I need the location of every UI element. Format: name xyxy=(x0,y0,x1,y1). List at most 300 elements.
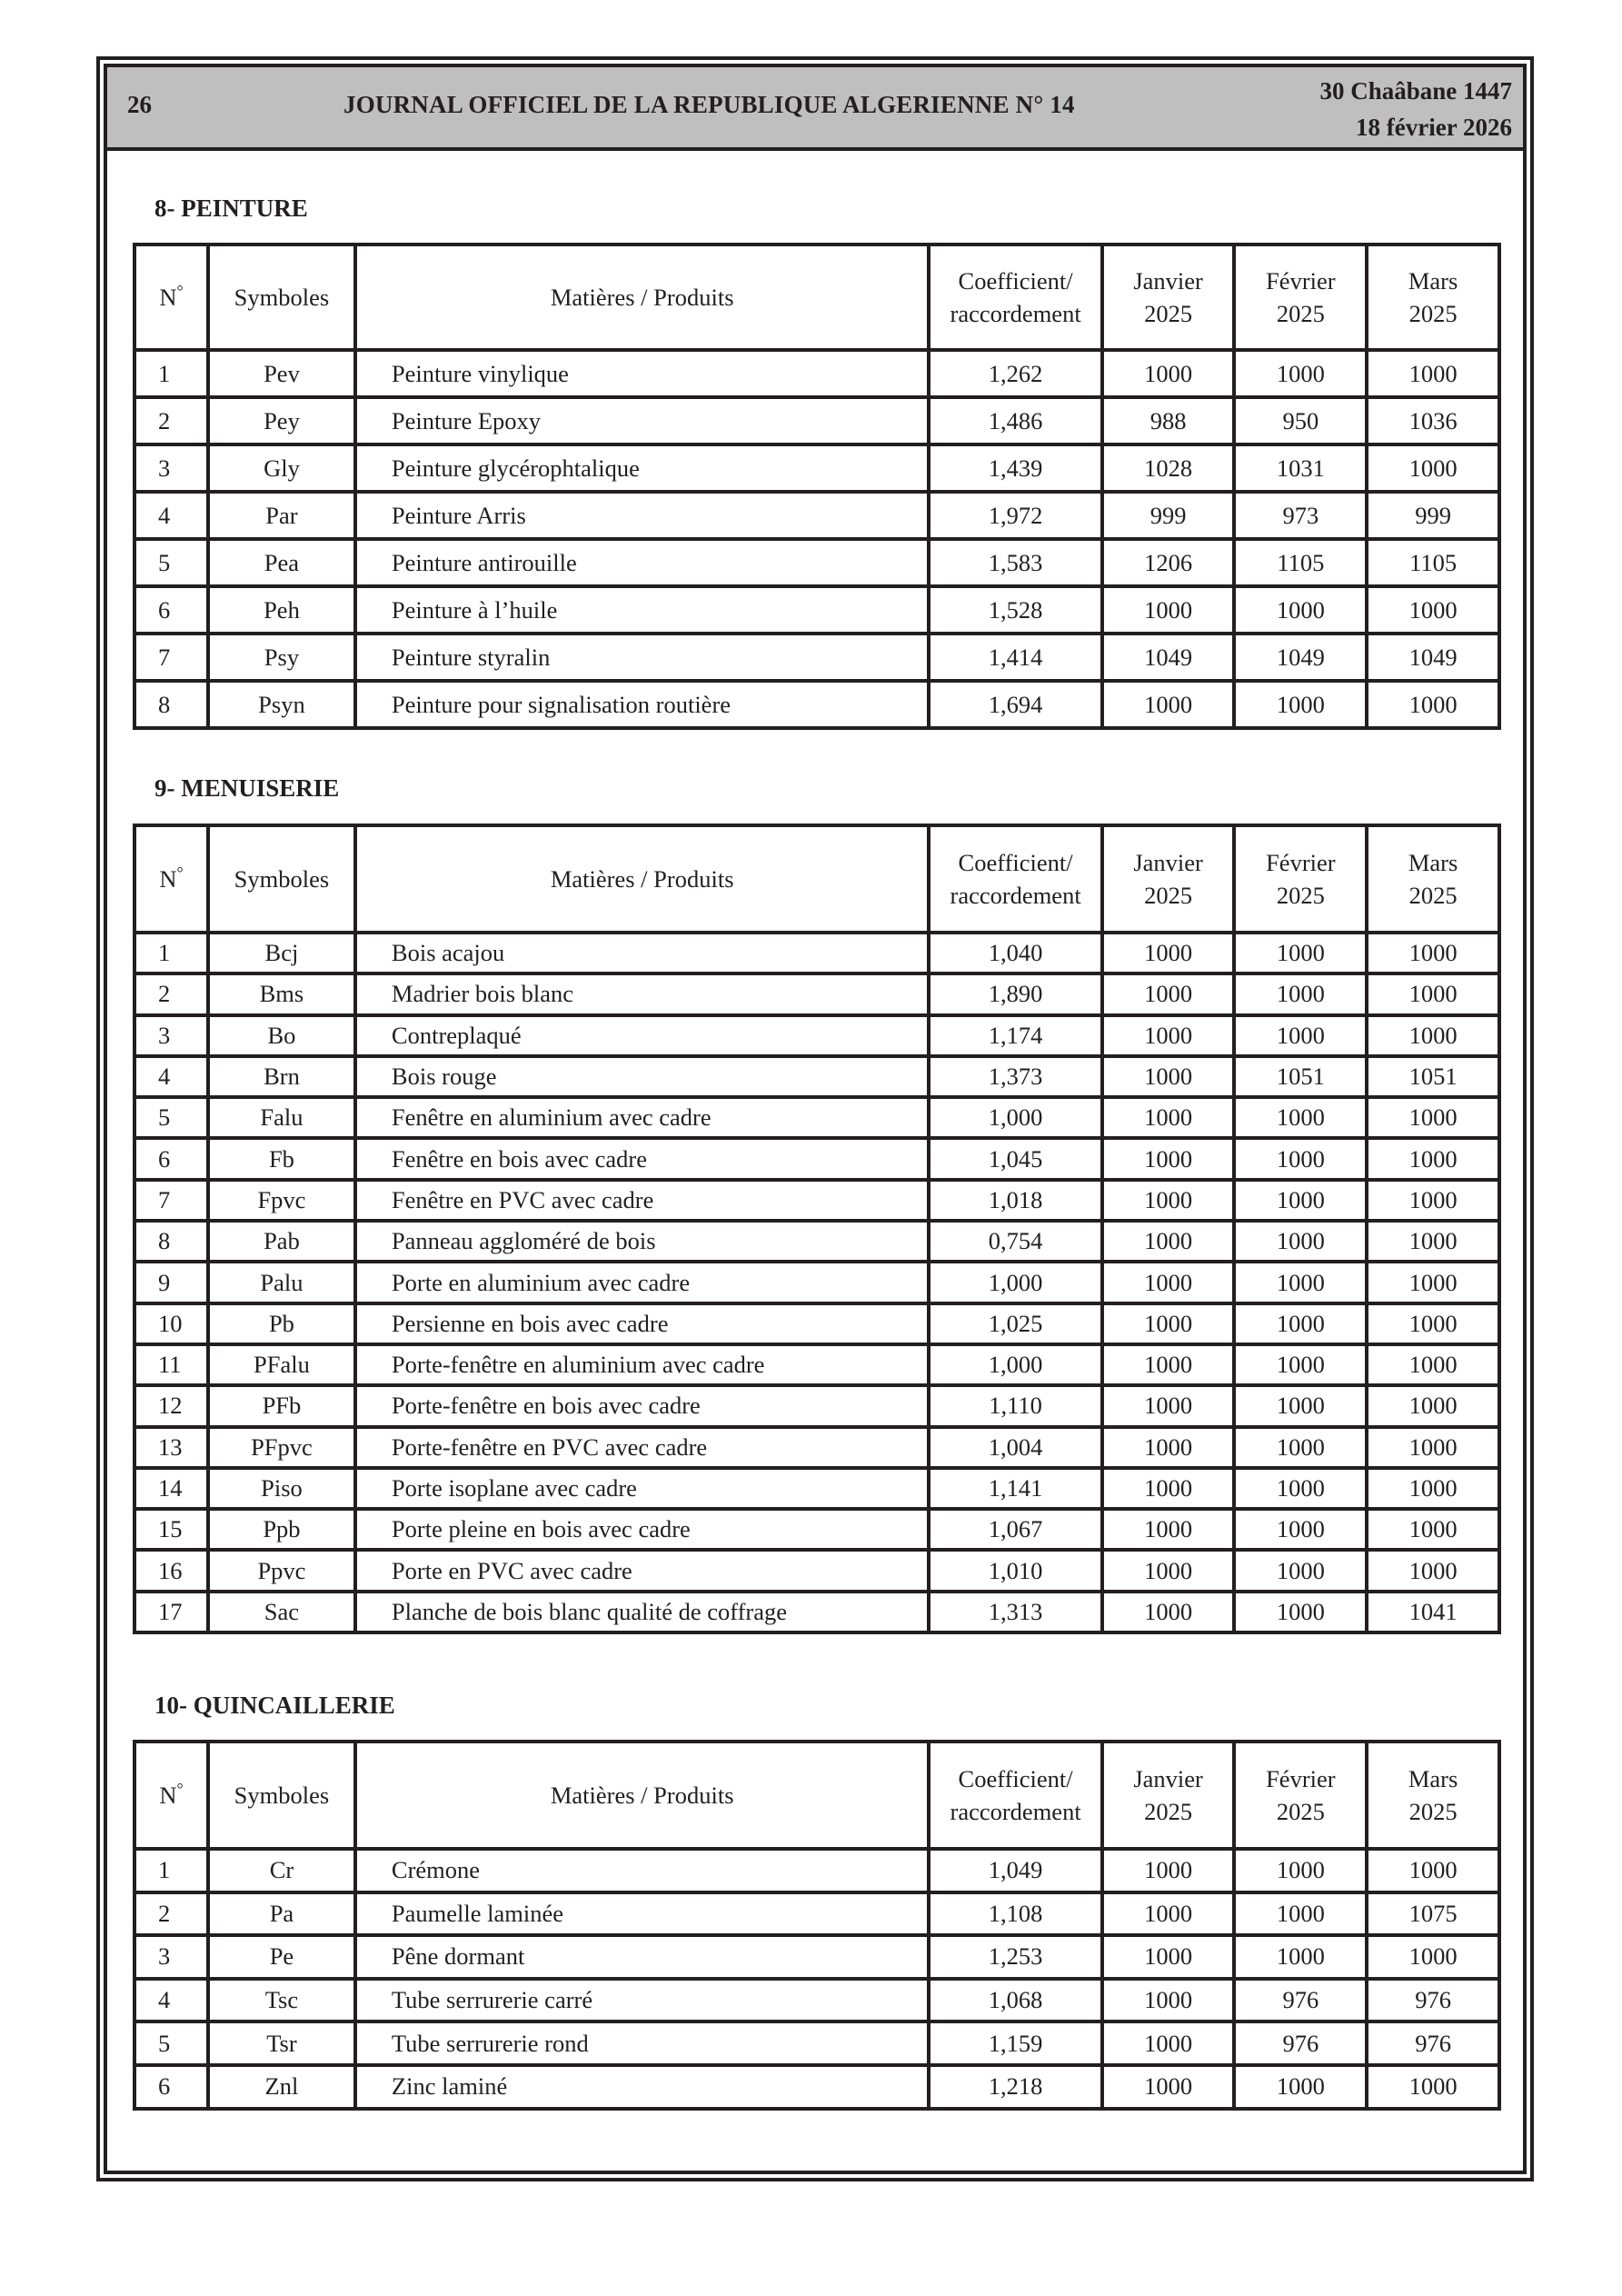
header-mars-text: Mars xyxy=(1408,267,1458,294)
cell-janvier: 1000 xyxy=(1102,1935,1235,1979)
cell-fevrier: 1000 xyxy=(1234,933,1367,973)
table-row xyxy=(134,1097,1499,1138)
cell-fevrier: 1000 xyxy=(1234,1221,1367,1262)
cell-coefficient: 1,141 xyxy=(929,1468,1101,1509)
cell-coefficient: 1,000 xyxy=(929,1097,1101,1138)
cell-material: Porte en aluminium avec cadre xyxy=(355,1262,930,1303)
cell-material: Tube serrurerie rond xyxy=(355,2021,930,2065)
cell-symbol: Bcj xyxy=(208,933,355,973)
cell-material: Bois rouge xyxy=(355,1056,930,1097)
cell-material: Peinture antirouille xyxy=(355,539,930,586)
header-coefficient xyxy=(929,825,1101,933)
cell-coefficient: 1,110 xyxy=(929,1385,1101,1426)
cell-coefficient: 1,373 xyxy=(929,1056,1101,1097)
cell-janvier: 1000 xyxy=(1102,1344,1235,1385)
header-mars-text: Mars xyxy=(1408,1765,1458,1792)
cell-material: Porte-fenêtre en PVC avec cadre xyxy=(355,1427,930,1468)
cell-fevrier: 1000 xyxy=(1234,1849,1367,1892)
cell-material: Pêne dormant xyxy=(355,1935,930,1979)
header-number-text: N xyxy=(159,1782,177,1809)
cell-coefficient: 1,583 xyxy=(929,539,1101,586)
table-row xyxy=(134,933,1499,973)
header-fevrier-text: Février xyxy=(1266,267,1336,294)
cell-symbol: Pea xyxy=(208,539,355,586)
cell-janvier: 1000 xyxy=(1102,681,1235,728)
cell-number: 6 xyxy=(134,586,208,634)
table-body xyxy=(134,933,1499,1632)
table-menuiserie xyxy=(133,824,1501,1634)
cell-janvier: 988 xyxy=(1102,397,1235,444)
cell-mars: 1000 xyxy=(1367,1385,1499,1426)
cell-fevrier: 1051 xyxy=(1234,1056,1367,1097)
header-number xyxy=(134,825,208,933)
cell-fevrier: 1000 xyxy=(1234,1015,1367,1056)
section-title-peinture: 8- PEINTURE xyxy=(154,195,308,222)
table-row xyxy=(134,1509,1499,1550)
page-number: 26 xyxy=(127,91,152,118)
cell-symbol: Pe xyxy=(208,1935,355,1979)
cell-mars: 1049 xyxy=(1367,634,1499,681)
header-coefficient-text: raccordement xyxy=(950,1798,1081,1825)
cell-number: 10 xyxy=(134,1303,208,1344)
header-mars xyxy=(1367,1742,1499,1849)
cell-number: 5 xyxy=(134,539,208,586)
header-number-text: N xyxy=(159,284,177,311)
cell-symbol: Gly xyxy=(208,444,355,492)
cell-symbol: Tsc xyxy=(208,1979,355,2022)
section-title-quincaillerie: 10- QUINCAILLERIE xyxy=(154,1692,395,1719)
cell-janvier: 1000 xyxy=(1102,1849,1235,1892)
cell-number: 16 xyxy=(134,1550,208,1591)
cell-mars: 1000 xyxy=(1367,2065,1499,2109)
cell-coefficient: 1,253 xyxy=(929,1935,1101,1979)
header-number-text: ° xyxy=(176,1780,184,1799)
header-materials xyxy=(355,245,930,350)
cell-number: 8 xyxy=(134,1221,208,1262)
cell-fevrier: 976 xyxy=(1234,1979,1367,2022)
cell-mars: 1000 xyxy=(1367,1509,1499,1550)
table-quincaillerie xyxy=(133,1740,1501,2111)
cell-material: Panneau aggloméré de bois xyxy=(355,1221,930,1262)
cell-fevrier: 1000 xyxy=(1234,1509,1367,1550)
cell-coefficient: 1,067 xyxy=(929,1509,1101,1550)
cell-mars: 1000 xyxy=(1367,1344,1499,1385)
cell-material: Porte isoplane avec cadre xyxy=(355,1468,930,1509)
cell-coefficient: 1,025 xyxy=(929,1303,1101,1344)
cell-coefficient: 1,174 xyxy=(929,1015,1101,1056)
cell-coefficient: 1,108 xyxy=(929,1892,1101,1936)
header-symbols-text: Symboles xyxy=(234,284,330,311)
cell-material: Porte-fenêtre en aluminium avec cadre xyxy=(355,1344,930,1385)
cell-number: 15 xyxy=(134,1509,208,1550)
hijri-date: 30 Chaâbane 1447 xyxy=(1319,77,1512,105)
cell-symbol: Ppvc xyxy=(208,1550,355,1591)
cell-mars: 1000 xyxy=(1367,1427,1499,1468)
cell-symbol: Piso xyxy=(208,1468,355,1509)
cell-coefficient: 1,000 xyxy=(929,1262,1101,1303)
header-materials xyxy=(355,1742,930,1849)
header-mars-text: 2025 xyxy=(1408,1798,1458,1825)
cell-symbol: Peh xyxy=(208,586,355,634)
header-janvier xyxy=(1102,245,1235,350)
header-janvier-text: Janvier xyxy=(1133,849,1203,876)
cell-mars: 1000 xyxy=(1367,1138,1499,1179)
journal-title: JOURNAL OFFICIEL DE LA REPUBLIQUE ALGERIENNE N° 14 xyxy=(343,91,1075,118)
cell-material: Peinture pour signalisation routière xyxy=(355,681,930,728)
cell-number: 8 xyxy=(134,681,208,728)
cell-fevrier: 1000 xyxy=(1234,1892,1367,1936)
cell-symbol: Sac xyxy=(208,1592,355,1632)
cell-mars: 1000 xyxy=(1367,1097,1499,1138)
cell-mars: 1105 xyxy=(1367,539,1499,586)
cell-number: 12 xyxy=(134,1385,208,1426)
cell-material: Porte-fenêtre en bois avec cadre xyxy=(355,1385,930,1426)
header-coefficient-text: Coefficient/ xyxy=(958,849,1073,876)
cell-mars: 1000 xyxy=(1367,681,1499,728)
header-janvier-text: 2025 xyxy=(1144,882,1193,909)
table-row xyxy=(134,539,1499,586)
cell-symbol: Pev xyxy=(208,350,355,397)
header-fevrier xyxy=(1234,825,1367,933)
cell-material: Crémone xyxy=(355,1849,930,1892)
header-fevrier xyxy=(1234,245,1367,350)
header-number-text: ° xyxy=(176,863,184,883)
cell-fevrier: 1000 xyxy=(1234,973,1367,1014)
cell-number: 6 xyxy=(134,1138,208,1179)
cell-number: 6 xyxy=(134,2065,208,2109)
cell-material: Peinture glycérophtalique xyxy=(355,444,930,492)
cell-material: Paumelle laminée xyxy=(355,1892,930,1936)
cell-material: Persienne en bois avec cadre xyxy=(355,1303,930,1344)
cell-number: 1 xyxy=(134,350,208,397)
cell-coefficient: 1,218 xyxy=(929,2065,1101,2109)
cell-mars: 1000 xyxy=(1367,1262,1499,1303)
cell-coefficient: 1,313 xyxy=(929,1592,1101,1632)
cell-mars: 1000 xyxy=(1367,1468,1499,1509)
cell-coefficient: 1,018 xyxy=(929,1180,1101,1221)
cell-janvier: 1000 xyxy=(1102,1180,1235,1221)
table-row xyxy=(134,1892,1499,1936)
cell-mars: 1000 xyxy=(1367,1015,1499,1056)
cell-material: Peinture vinylique xyxy=(355,350,930,397)
gregorian-date: 18 février 2026 xyxy=(1356,114,1512,141)
table-row xyxy=(134,634,1499,681)
table-row xyxy=(134,1385,1499,1426)
header-materials-text: Matières / Produits xyxy=(550,1782,734,1809)
cell-coefficient: 1,045 xyxy=(929,1138,1101,1179)
cell-mars: 1036 xyxy=(1367,397,1499,444)
cell-symbol: Par xyxy=(208,492,355,539)
table-row xyxy=(134,444,1499,492)
header-mars xyxy=(1367,245,1499,350)
cell-janvier: 1000 xyxy=(1102,1262,1235,1303)
cell-janvier: 1000 xyxy=(1102,2021,1235,2065)
cell-mars: 1000 xyxy=(1367,973,1499,1014)
cell-janvier: 1000 xyxy=(1102,1221,1235,1262)
header-row xyxy=(134,825,1499,933)
cell-janvier: 1000 xyxy=(1102,1138,1235,1179)
table-row xyxy=(134,1262,1499,1303)
header-janvier xyxy=(1102,1742,1235,1849)
cell-coefficient: 0,754 xyxy=(929,1221,1101,1262)
cell-coefficient: 1,010 xyxy=(929,1550,1101,1591)
cell-janvier: 1000 xyxy=(1102,1550,1235,1591)
cell-coefficient: 1,972 xyxy=(929,492,1101,539)
header-janvier xyxy=(1102,825,1235,933)
cell-number: 7 xyxy=(134,634,208,681)
header-row xyxy=(134,1742,1499,1849)
table-row xyxy=(134,1935,1499,1979)
cell-number: 4 xyxy=(134,1979,208,2022)
cell-janvier: 999 xyxy=(1102,492,1235,539)
cell-symbol: Pab xyxy=(208,1221,355,1262)
cell-coefficient: 1,049 xyxy=(929,1849,1101,1892)
header-number xyxy=(134,1742,208,1849)
cell-number: 13 xyxy=(134,1427,208,1468)
cell-symbol: Palu xyxy=(208,1262,355,1303)
cell-symbol: Fb xyxy=(208,1138,355,1179)
cell-number: 2 xyxy=(134,397,208,444)
cell-symbol: Pa xyxy=(208,1892,355,1936)
cell-number: 3 xyxy=(134,444,208,492)
cell-mars: 1000 xyxy=(1367,350,1499,397)
cell-symbol: Pb xyxy=(208,1303,355,1344)
cell-janvier: 1000 xyxy=(1102,1385,1235,1426)
table-row xyxy=(134,2065,1499,2109)
cell-janvier: 1000 xyxy=(1102,1303,1235,1344)
cell-janvier: 1028 xyxy=(1102,444,1235,492)
header-symbols-text: Symboles xyxy=(234,865,330,893)
cell-coefficient: 1,040 xyxy=(929,933,1101,973)
table-row xyxy=(134,1979,1499,2022)
header-number-text: ° xyxy=(176,282,184,301)
cell-fevrier: 976 xyxy=(1234,2021,1367,2065)
table-row xyxy=(134,350,1499,397)
cell-fevrier: 1105 xyxy=(1234,539,1367,586)
cell-coefficient: 1,439 xyxy=(929,444,1101,492)
cell-material: Fenêtre en bois avec cadre xyxy=(355,1138,930,1179)
cell-fevrier: 1000 xyxy=(1234,1935,1367,1979)
cell-janvier: 1000 xyxy=(1102,1892,1235,1936)
cell-material: Peinture Arris xyxy=(355,492,930,539)
header-materials-text: Matières / Produits xyxy=(550,284,734,311)
cell-number: 14 xyxy=(134,1468,208,1509)
cell-coefficient: 1,004 xyxy=(929,1427,1101,1468)
cell-mars: 1000 xyxy=(1367,1849,1499,1892)
cell-coefficient: 1,694 xyxy=(929,681,1101,728)
table-row xyxy=(134,1180,1499,1221)
table-peinture xyxy=(133,243,1501,730)
cell-mars: 1075 xyxy=(1367,1892,1499,1936)
cell-symbol: PFb xyxy=(208,1385,355,1426)
table-row xyxy=(134,1849,1499,1892)
cell-janvier: 1000 xyxy=(1102,350,1235,397)
header-symbols xyxy=(208,825,355,933)
cell-fevrier: 1000 xyxy=(1234,1344,1367,1385)
table-body xyxy=(134,1849,1499,2109)
cell-janvier: 1000 xyxy=(1102,1056,1235,1097)
table-header xyxy=(134,825,1499,933)
header-coefficient-text: Coefficient/ xyxy=(958,267,1073,294)
header-symbols xyxy=(208,1742,355,1849)
cell-mars: 976 xyxy=(1367,1979,1499,2022)
cell-mars: 1000 xyxy=(1367,444,1499,492)
cell-material: Zinc laminé xyxy=(355,2065,930,2109)
table-row xyxy=(134,1427,1499,1468)
header-materials xyxy=(355,825,930,933)
table-row xyxy=(134,973,1499,1014)
table-row xyxy=(134,1592,1499,1632)
cell-material: Porte pleine en bois avec cadre xyxy=(355,1509,930,1550)
cell-janvier: 1000 xyxy=(1102,586,1235,634)
header-fevrier-text: Février xyxy=(1266,1765,1336,1792)
cell-coefficient: 1,528 xyxy=(929,586,1101,634)
cell-janvier: 1000 xyxy=(1102,973,1235,1014)
cell-janvier: 1000 xyxy=(1102,2065,1235,2109)
header-number xyxy=(134,245,208,350)
cell-coefficient: 1,414 xyxy=(929,634,1101,681)
cell-material: Tube serrurerie carré xyxy=(355,1979,930,2022)
cell-janvier: 1000 xyxy=(1102,1015,1235,1056)
header-materials-text: Matières / Produits xyxy=(550,865,734,893)
cell-fevrier: 950 xyxy=(1234,397,1367,444)
table-row xyxy=(134,397,1499,444)
cell-number: 3 xyxy=(134,1015,208,1056)
cell-fevrier: 1000 xyxy=(1234,1138,1367,1179)
table-row xyxy=(134,2021,1499,2065)
cell-number: 2 xyxy=(134,1892,208,1936)
cell-mars: 1000 xyxy=(1367,1935,1499,1979)
cell-janvier: 1000 xyxy=(1102,1097,1235,1138)
table-row xyxy=(134,1303,1499,1344)
cell-symbol: Cr xyxy=(208,1849,355,1892)
header-janvier-text: 2025 xyxy=(1144,300,1193,327)
table-row xyxy=(134,1056,1499,1097)
cell-material: Peinture styralin xyxy=(355,634,930,681)
cell-symbol: Pey xyxy=(208,397,355,444)
cell-number: 7 xyxy=(134,1180,208,1221)
cell-symbol: Znl xyxy=(208,2065,355,2109)
cell-material: Bois acajou xyxy=(355,933,930,973)
cell-coefficient: 1,890 xyxy=(929,973,1101,1014)
header-mars-text: 2025 xyxy=(1408,882,1458,909)
cell-fevrier: 1000 xyxy=(1234,2065,1367,2109)
cell-janvier: 1000 xyxy=(1102,1509,1235,1550)
cell-symbol: Brn xyxy=(208,1056,355,1097)
cell-symbol: PFpvc xyxy=(208,1427,355,1468)
header-mars-text: 2025 xyxy=(1408,300,1458,327)
cell-mars: 976 xyxy=(1367,2021,1499,2065)
cell-number: 3 xyxy=(134,1935,208,1979)
section-title-menuiserie: 9- MENUISERIE xyxy=(154,774,340,802)
cell-symbol: Psy xyxy=(208,634,355,681)
cell-janvier: 1000 xyxy=(1102,933,1235,973)
cell-symbol: Tsr xyxy=(208,2021,355,2065)
header-symbols xyxy=(208,245,355,350)
cell-fevrier: 1000 xyxy=(1234,1097,1367,1138)
cell-material: Peinture Epoxy xyxy=(355,397,930,444)
header-coefficient-text: raccordement xyxy=(950,300,1081,327)
header-fevrier-text: 2025 xyxy=(1276,882,1325,909)
header-janvier-text: 2025 xyxy=(1144,1798,1193,1825)
cell-number: 2 xyxy=(134,973,208,1014)
table-row xyxy=(134,1138,1499,1179)
table-row xyxy=(134,1221,1499,1262)
cell-fevrier: 1000 xyxy=(1234,1303,1367,1344)
cell-fevrier: 1049 xyxy=(1234,634,1367,681)
header-fevrier-text: 2025 xyxy=(1276,300,1325,327)
cell-fevrier: 973 xyxy=(1234,492,1367,539)
cell-fevrier: 1000 xyxy=(1234,681,1367,728)
header-number-text: N xyxy=(159,865,177,893)
cell-mars: 1000 xyxy=(1367,933,1499,973)
cell-mars: 999 xyxy=(1367,492,1499,539)
cell-material: Madrier bois blanc xyxy=(355,973,930,1014)
cell-coefficient: 1,159 xyxy=(929,2021,1101,2065)
cell-fevrier: 1000 xyxy=(1234,1550,1367,1591)
table-row xyxy=(134,1015,1499,1056)
table-row xyxy=(134,1344,1499,1385)
cell-mars: 1000 xyxy=(1367,1221,1499,1262)
journal-header xyxy=(107,67,1523,151)
header-row xyxy=(134,245,1499,350)
header-coefficient-text: Coefficient/ xyxy=(958,1765,1073,1792)
header-fevrier-text: Février xyxy=(1266,849,1336,876)
cell-number: 4 xyxy=(134,492,208,539)
table-row xyxy=(134,492,1499,539)
table-header xyxy=(134,1742,1499,1849)
header-janvier-text: Janvier xyxy=(1133,267,1203,294)
cell-janvier: 1000 xyxy=(1102,1592,1235,1632)
cell-number: 1 xyxy=(134,1849,208,1892)
cell-symbol: Fpvc xyxy=(208,1180,355,1221)
cell-fevrier: 1031 xyxy=(1234,444,1367,492)
cell-janvier: 1000 xyxy=(1102,1427,1235,1468)
cell-janvier: 1000 xyxy=(1102,1468,1235,1509)
header-coefficient xyxy=(929,1742,1101,1849)
table-row xyxy=(134,1468,1499,1509)
cell-symbol: Ppb xyxy=(208,1509,355,1550)
cell-material: Fenêtre en PVC avec cadre xyxy=(355,1180,930,1221)
cell-mars: 1000 xyxy=(1367,1550,1499,1591)
header-mars-text: Mars xyxy=(1408,849,1458,876)
cell-mars: 1051 xyxy=(1367,1056,1499,1097)
cell-material: Planche de bois blanc qualité de coffrage xyxy=(355,1592,930,1632)
cell-symbol: Psyn xyxy=(208,681,355,728)
header-mars xyxy=(1367,825,1499,933)
header-coefficient-text: raccordement xyxy=(950,882,1081,909)
cell-fevrier: 1000 xyxy=(1234,1427,1367,1468)
cell-number: 1 xyxy=(134,933,208,973)
header-symbols-text: Symboles xyxy=(234,1782,330,1809)
cell-mars: 1000 xyxy=(1367,586,1499,634)
cell-fevrier: 1000 xyxy=(1234,1262,1367,1303)
table-row xyxy=(134,1550,1499,1591)
cell-symbol: PFalu xyxy=(208,1344,355,1385)
cell-fevrier: 1000 xyxy=(1234,1385,1367,1426)
cell-fevrier: 1000 xyxy=(1234,1592,1367,1632)
cell-number: 4 xyxy=(134,1056,208,1097)
cell-mars: 1000 xyxy=(1367,1180,1499,1221)
cell-mars: 1041 xyxy=(1367,1592,1499,1632)
cell-number: 11 xyxy=(134,1344,208,1385)
cell-coefficient: 1,068 xyxy=(929,1979,1101,2022)
cell-number: 5 xyxy=(134,1097,208,1138)
table-header xyxy=(134,245,1499,350)
cell-fevrier: 1000 xyxy=(1234,350,1367,397)
table-row xyxy=(134,681,1499,728)
cell-symbol: Bms xyxy=(208,973,355,1014)
